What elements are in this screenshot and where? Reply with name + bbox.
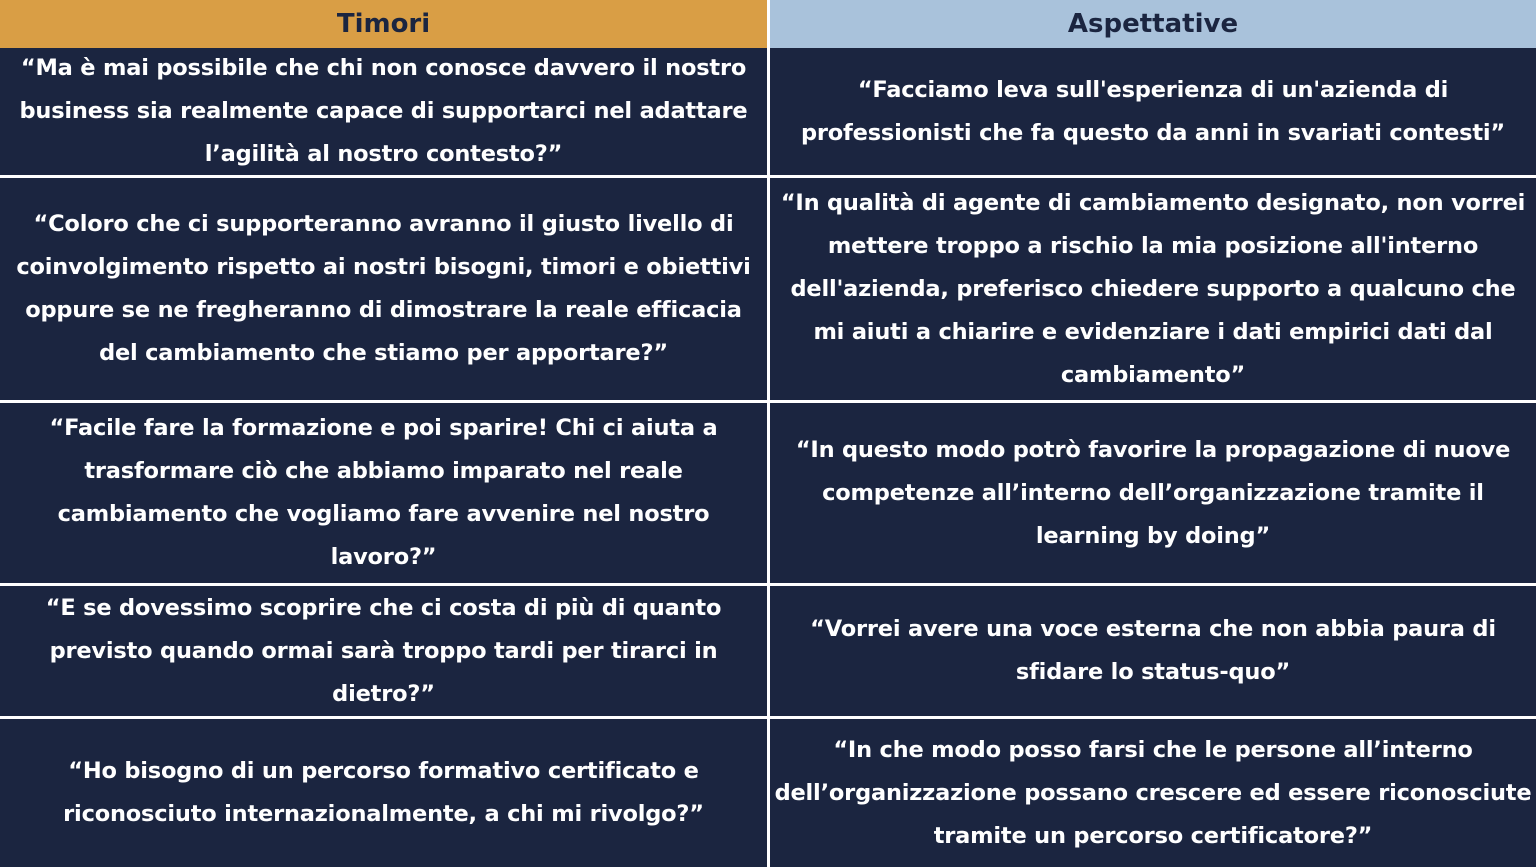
header-aspettative: Aspettative [770, 0, 1536, 48]
aspettative-text-4: “Vorrei avere una voce esterna che non abbia paura di sfidare lo status-quo” [810, 616, 1496, 685]
timori-text-5: “Ho bisogno di un percorso formativo certificato e riconosciuto internazionalmente, a chi mi rivolgo?” [63, 758, 704, 827]
timori-cell-3 [0, 403, 767, 583]
timori-text-3: “Facile fare la formazione e poi sparire! Chi ci aiuta a trasformare ciò che abbiamo imparato nel reale cambiamento che vogliamo fare avvenire nel nostro lavoro?” [49, 415, 718, 570]
aspettative-cell-1 [770, 48, 1536, 175]
aspettative-cell-5 [770, 719, 1536, 867]
aspettative-text-1: “Facciamo leva sull'esperienza di un'azienda di professionisti che fa questo da anni in svariati contesti” [800, 76, 1506, 146]
aspettative-cell-2 [770, 178, 1536, 400]
header-timori: Timori [0, 0, 767, 48]
aspettative-text-2: “In qualità di agente di cambiamento designato, non vorrei mettere troppo a rischio la mia posizione all'interno dell'azienda, preferisco chiedere supporto a qualcuno che mi aiuti a chiarire e evidenziare i dati empirici dati dal cambiamento” [780, 189, 1526, 388]
aspettative-cell-3 [770, 403, 1536, 583]
timori-cell-1 [0, 48, 767, 175]
aspettative-cell-4 [770, 586, 1536, 716]
timori-cell-5 [0, 719, 767, 867]
timori-text-1: “Ma è mai possibile che chi non conosce davvero il nostro business sia realmente capace di supportarci nel adattare l’agilità al nostro contesto?” [19, 55, 748, 167]
timori-text-4: “E se dovessimo scoprire che ci costa di più di quanto previsto quando ormai sarà troppo tardi per tirarci in dietro?” [45, 594, 722, 707]
aspettative-text-5: “In che modo posso farsi che le persone all’interno dell’organizzazione possano crescere ed essere riconosciute tramite un percorso certificatore?” [774, 736, 1532, 849]
timori-cell-4 [0, 586, 767, 716]
timori-text-2: “Coloro che ci supporteranno avranno il giusto livello di coinvolgimento rispetto ai nostri bisogni, timori e obiettivi oppure se ne fregheranno di dimostrare la reale efficacia del cambiamento che stiamo per apportare?” [16, 211, 751, 366]
timori-cell-2 [0, 178, 767, 400]
aspettative-text-3: “In questo modo potrò favorire la propagazione di nuove competenze all’interno dell’organizzazione tramite il learning by doing” [795, 436, 1511, 549]
